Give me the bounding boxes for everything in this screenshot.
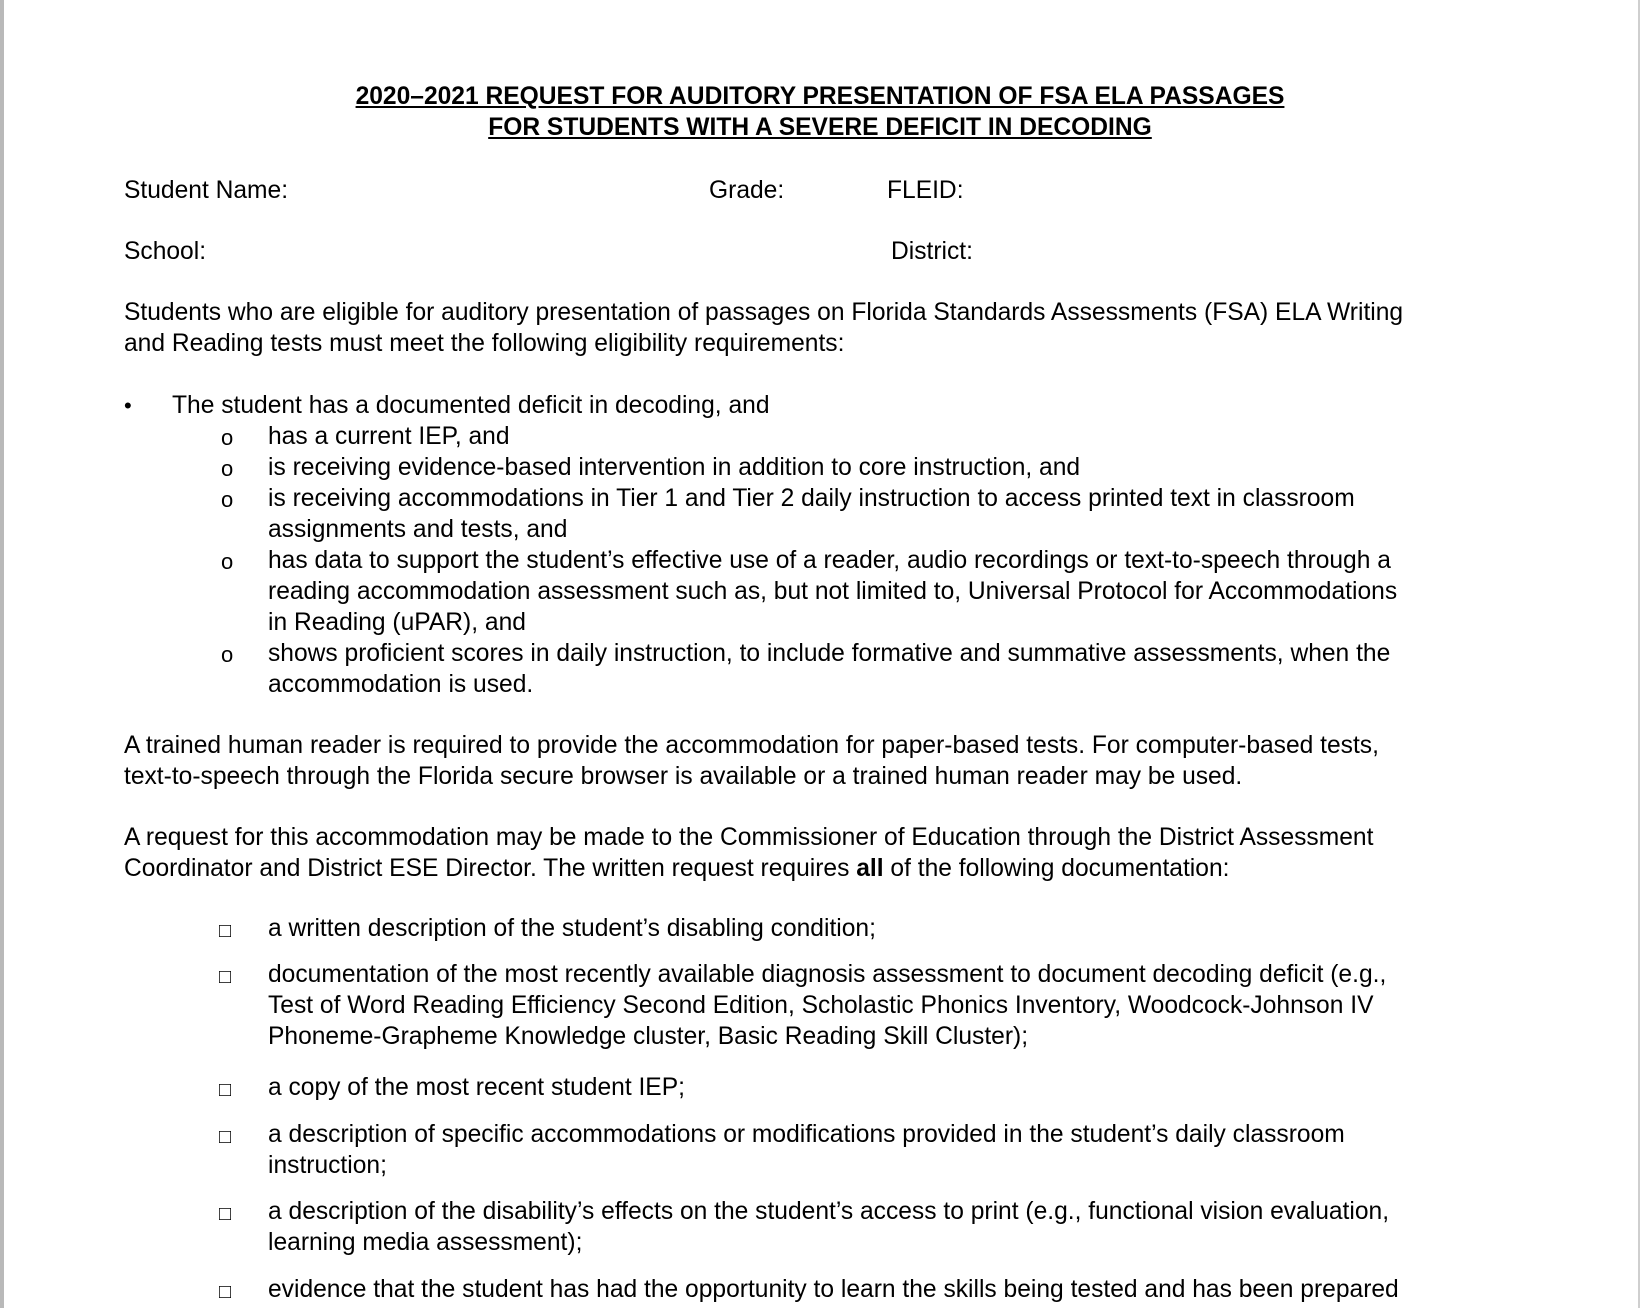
- requirement-sub-line: accommodation is used.: [268, 671, 534, 698]
- sub-bullet-marker: o: [221, 456, 234, 481]
- requirement-sub-line: assignments and tests, and: [268, 516, 568, 543]
- sub-bullet-marker: o: [221, 487, 234, 512]
- sub-bullet-marker: o: [221, 425, 234, 450]
- requirement-main: The student has a documented deficit in decoding, and: [172, 392, 770, 419]
- checkbox-marker: □: [219, 1203, 232, 1225]
- requirement-sub-item: [268, 452, 1080, 483]
- documentation-line: a written description of the student’s disabling condition;: [268, 915, 876, 942]
- reader-paragraph: [124, 730, 1544, 792]
- documentation-line: a copy of the most recent student IEP;: [268, 1074, 685, 1101]
- intro-line: Students who are eligible for auditory presentation of passages on Florida Standards Assessments (FSA) ELA Writing: [124, 299, 1404, 326]
- requirement-sub-item: [268, 421, 510, 452]
- documentation-item: [268, 1072, 685, 1103]
- documentation-line: evidence that the student has had the opportunity to learn the skills being tested and has been prepared: [268, 1276, 1399, 1303]
- documentation-line: a description of the disability’s effects on the student’s access to print (e.g., functional vision evaluation,: [268, 1198, 1390, 1225]
- grade-label: Grade:: [709, 177, 785, 204]
- requirement-sub-item: [268, 638, 1390, 700]
- request-line: [124, 853, 1544, 884]
- fleid-label: FLEID:: [887, 177, 964, 204]
- documentation-line: documentation of the most recently available diagnosis assessment to document decoding deficit (e.g.,: [268, 961, 1387, 988]
- sub-bullet-marker: o: [221, 549, 234, 574]
- request-line-text: Coordinator and District ESE Director. The written request requires: [124, 855, 857, 882]
- requirement-sub-line: has a current IEP, and: [268, 423, 510, 450]
- checkbox-marker: □: [219, 1281, 232, 1303]
- intro-paragraph: [124, 297, 1544, 359]
- documentation-line: instruction;: [268, 1152, 387, 1179]
- checkbox-marker: □: [219, 1126, 232, 1148]
- intro-line: and Reading tests must meet the following eligibility requirements:: [124, 330, 845, 357]
- requirement-sub-line: is receiving accommodations in Tier 1 and Tier 2 daily instruction to access printed text in classroom: [268, 485, 1355, 512]
- request-line: A request for this accommodation may be made to the Commissioner of Education through the District Assessment: [124, 824, 1374, 851]
- requirement-sub-item: [268, 545, 1397, 638]
- documentation-item: [268, 1274, 1399, 1305]
- bullet-marker: •: [124, 393, 132, 418]
- sub-bullet-marker: o: [221, 642, 234, 667]
- request-line-text: of the following documentation:: [883, 855, 1230, 882]
- requirement-sub-line: reading accommodation assessment such as, but not limited to, Universal Protocol for Accommodations: [268, 578, 1398, 605]
- documentation-item: [268, 1196, 1389, 1258]
- document-title-line-2: FOR STUDENTS WITH A SEVERE DEFICIT IN DECODING: [488, 114, 1152, 141]
- documentation-line: learning media assessment);: [268, 1229, 583, 1256]
- documentation-line: Test of Word Reading Efficiency Second Edition, Scholastic Phonics Inventory, Woodcock-Johnson IV: [268, 992, 1374, 1019]
- document-title-line-1: 2020–2021 REQUEST FOR AUDITORY PRESENTATION OF FSA ELA PASSAGES: [355, 83, 1285, 110]
- documentation-item: [268, 1119, 1345, 1181]
- district-label: District:: [891, 238, 973, 265]
- requirement-sub-line: shows proficient scores in daily instruction, to include formative and summative assessments, when the: [268, 640, 1391, 667]
- student-name-label: Student Name:: [124, 177, 289, 204]
- documentation-item: [268, 959, 1386, 1052]
- documentation-line: a description of specific accommodations or modifications provided in the student’s daily classroom: [268, 1121, 1345, 1148]
- checkbox-marker: □: [219, 920, 232, 942]
- requirement-sub-line: in Reading (uPAR), and: [268, 609, 526, 636]
- requirement-sub-line: is receiving evidence-based intervention in addition to core instruction, and: [268, 454, 1081, 481]
- requirement-sub-item: [268, 483, 1355, 545]
- documentation-line: Phoneme-Grapheme Knowledge cluster, Basic Reading Skill Cluster);: [268, 1023, 1029, 1050]
- reader-line: text-to-speech through the Florida secure browser is available or a trained human reader may be used.: [124, 763, 1243, 790]
- documentation-item: [268, 913, 876, 944]
- request-line-emphasis: all: [856, 855, 884, 882]
- requirement-sub-line: has data to support the student’s effective use of a reader, audio recordings or text-to-speech through a: [268, 547, 1391, 574]
- checkbox-marker: □: [219, 1079, 232, 1101]
- request-paragraph: [124, 822, 1544, 884]
- reader-line: A trained human reader is required to provide the accommodation for paper-based tests. For computer-based tests,: [124, 732, 1379, 759]
- school-label: School:: [124, 238, 207, 265]
- checkbox-marker: □: [219, 966, 232, 988]
